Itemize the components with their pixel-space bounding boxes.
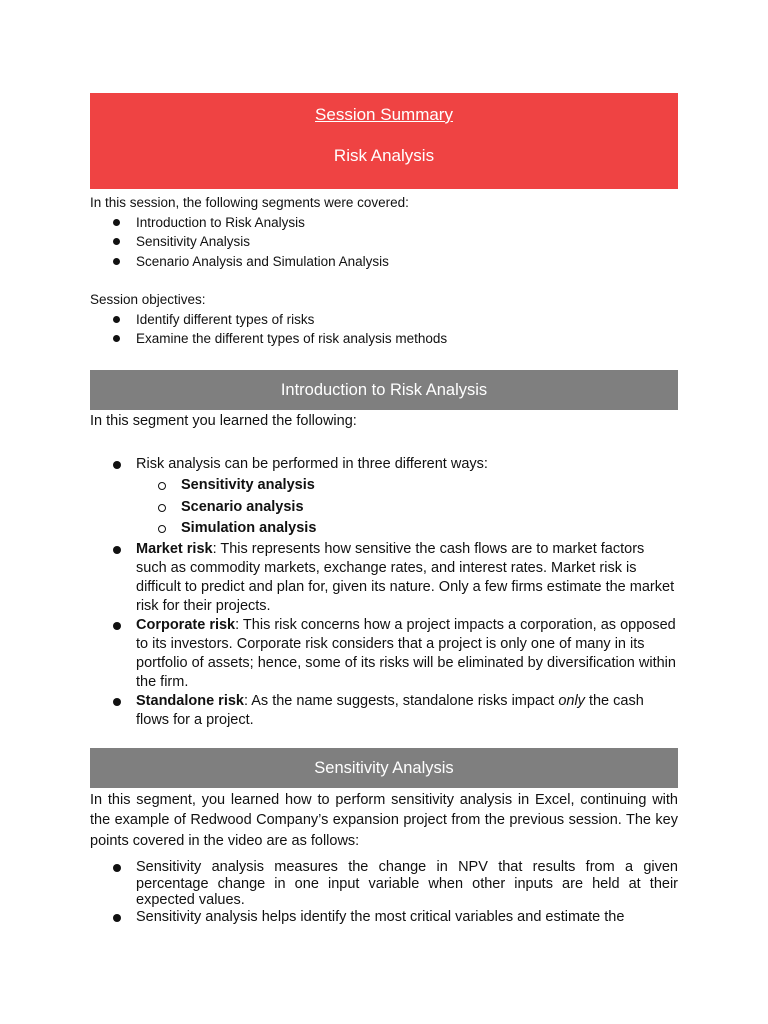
list-item: Sensitivity analysis bbox=[90, 475, 678, 497]
list-item: Examine the different types of risk analysis methods bbox=[90, 329, 678, 349]
section1-intro: In this segment you learned the following: bbox=[90, 412, 357, 429]
standalone-risk-term: Standalone risk bbox=[136, 692, 244, 709]
objectives-list bbox=[90, 310, 678, 349]
ways-text: Risk analysis can be performed in three different ways: bbox=[136, 456, 488, 472]
standalone-risk-text-end: the cash flows for a project. bbox=[136, 692, 644, 728]
corporate-risk-term: Corporate risk bbox=[136, 616, 236, 633]
risk-analysis-subtitle: Risk Analysis bbox=[333, 146, 435, 165]
title-banner bbox=[90, 93, 678, 189]
market-risk-term: Market risk bbox=[136, 540, 213, 557]
standalone-risk-text: : As the name suggests, standalone risks impact bbox=[243, 692, 559, 709]
list-item: Sensitivity analysis helps identify the most critical variables and estimate the bbox=[90, 909, 678, 926]
corporate-risk-text: : This risk concerns how a project impacts a corporation, as opposed to its investors. Corporate risk considers that a project is only one of many in its portfolio of assets; hence, some of its risks will be eliminated by diversification within the firm. bbox=[136, 616, 676, 690]
market-risk-text: : This represents how sensitive the cash flows are to market factors such as commodity markets, exchange rates, and interest rates. Market risk is difficult to predict and plan for, given its nature. Only a few firms estimate the market risk for their projects. bbox=[136, 540, 675, 614]
standalone-emphasis: only bbox=[558, 692, 585, 709]
list-item bbox=[90, 692, 678, 730]
ways-list bbox=[90, 475, 678, 540]
list-item bbox=[90, 540, 678, 616]
list-item: Sensitivity Analysis bbox=[90, 232, 678, 252]
section-heading-sensitivity: Sensitivity Analysis bbox=[90, 748, 678, 788]
list-item: Simulation analysis bbox=[90, 518, 678, 540]
section2-intro: In this segment, you learned how to perform sensitivity analysis in Excel, continuing with the example of Redwood Company’s expansion project from the previous session. The key points covered in the video are as follows: bbox=[90, 791, 678, 849]
section1-list bbox=[90, 455, 678, 730]
list-item: Scenario Analysis and Simulation Analysis bbox=[90, 252, 678, 272]
list-item: Scenario analysis bbox=[90, 497, 678, 519]
session-summary-title: Session Summary bbox=[315, 105, 453, 124]
list-item bbox=[90, 616, 678, 692]
list-item bbox=[90, 455, 678, 540]
list-item: Introduction to Risk Analysis bbox=[90, 213, 678, 233]
section-heading-intro: Introduction to Risk Analysis bbox=[90, 370, 678, 410]
covered-intro: In this session, the following segments were covered: bbox=[90, 195, 409, 210]
list-item: Identify different types of risks bbox=[90, 310, 678, 330]
covered-list bbox=[90, 213, 678, 272]
section2-list bbox=[90, 859, 678, 925]
list-item: Sensitivity analysis measures the change in NPV that results from a given percentage change in one input variable when other inputs are held at their expected values. bbox=[90, 859, 678, 909]
objectives-intro: Session objectives: bbox=[90, 292, 206, 307]
document-page bbox=[90, 93, 678, 925]
